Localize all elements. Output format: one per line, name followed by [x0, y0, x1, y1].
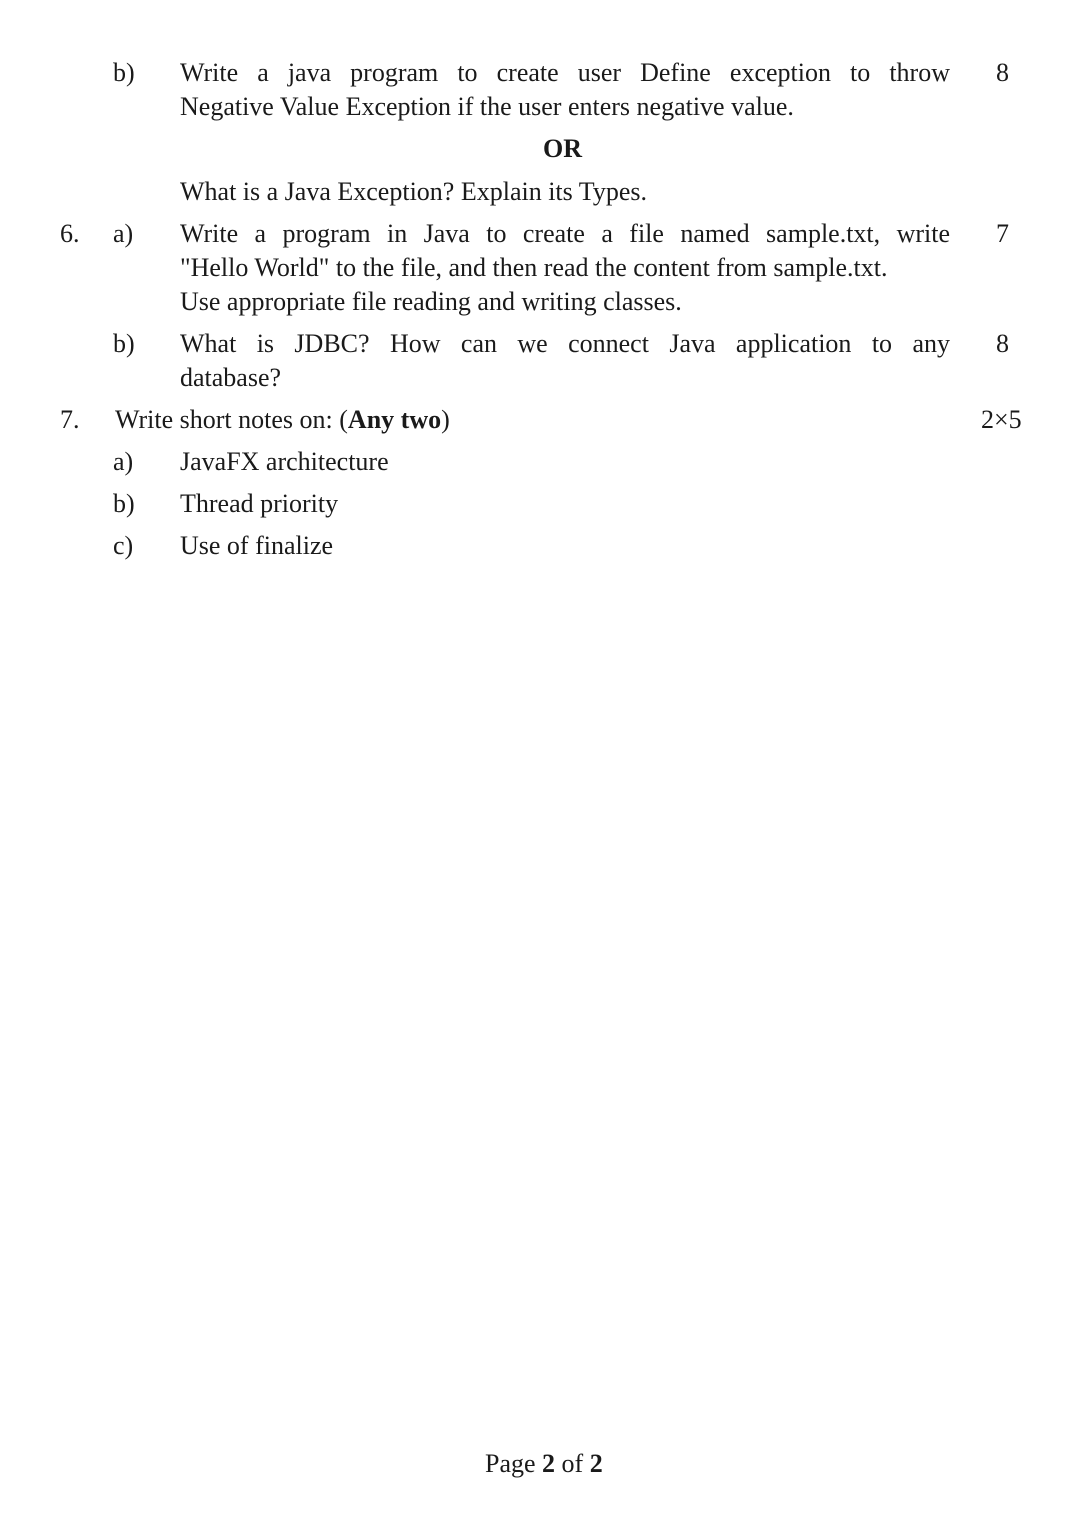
q5b-alt: What is a Java Exception? Explain its Types.	[180, 177, 648, 206]
q7-prefix: Write short notes on: (	[115, 405, 348, 434]
q6-number: 6.	[60, 219, 80, 248]
q6a-line3: Use appropriate file reading and writing classes.	[180, 287, 682, 316]
q6a-line2: "Hello World" to the file, and then read the content from sample.txt.	[180, 253, 888, 282]
q6a-label: a)	[113, 219, 134, 248]
q5b-line1: Write a java program to create user Define exception to throw	[180, 58, 950, 87]
q7-suffix: )	[441, 405, 450, 434]
q7c-label: c)	[113, 531, 134, 560]
q5b-line2: Negative Value Exception if the user enters negative value.	[180, 92, 794, 121]
q7b-label: b)	[113, 489, 135, 518]
q6a-marks: 7	[996, 219, 1009, 248]
footer-total-pages: 2	[589, 1449, 603, 1478]
or-separator: OR	[543, 134, 582, 163]
q7a-text: JavaFX architecture	[180, 447, 389, 476]
q7-heading	[115, 403, 450, 437]
footer-current-page: 2	[542, 1449, 556, 1478]
footer-page-word: Page	[485, 1449, 543, 1478]
q7c-text: Use of finalize	[180, 531, 334, 560]
q7-marks: 2×5	[981, 405, 1022, 434]
q6b-line2: database?	[180, 363, 282, 392]
q6b-line1: What is JDBC? How can we connect Java application to any	[180, 329, 950, 358]
q6b-marks: 8	[996, 329, 1009, 358]
q5b-marks: 8	[996, 58, 1009, 87]
q6b-label: b)	[113, 329, 135, 358]
page-footer	[485, 1447, 603, 1481]
footer-of-word: of	[555, 1449, 590, 1478]
q5b-label: b)	[113, 58, 135, 87]
q7b-text: Thread priority	[180, 489, 339, 518]
q7-bold: Any two	[347, 405, 442, 434]
q6a-line1: Write a program in Java to create a file named sample.txt, write	[180, 219, 950, 248]
q7-number: 7.	[60, 405, 80, 434]
q7a-label: a)	[113, 447, 134, 476]
